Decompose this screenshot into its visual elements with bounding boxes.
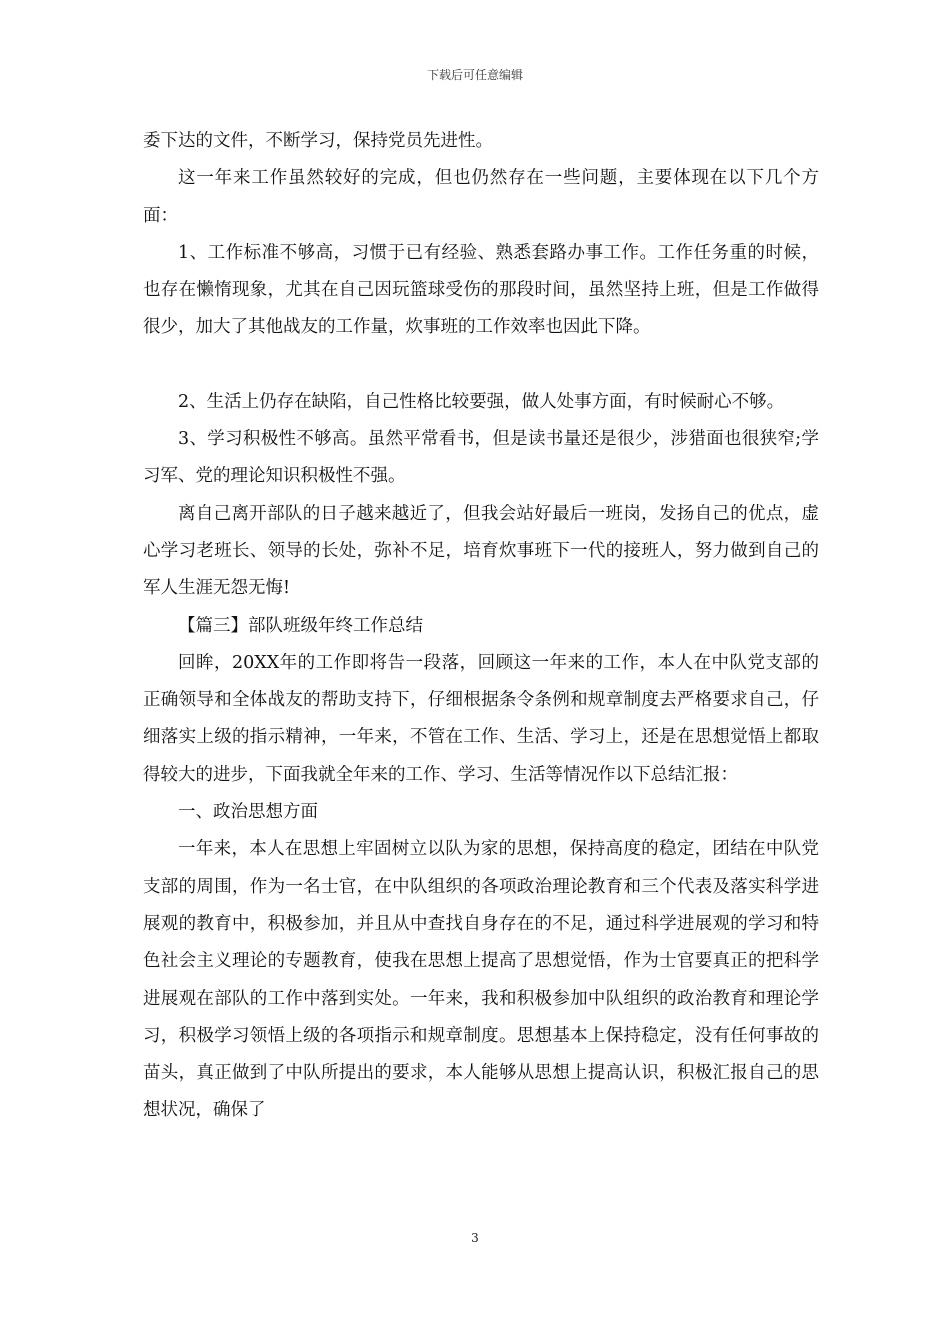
paragraph-politics: 一年来，本人在思想上牢固树立以队为家的思想，保持高度的稳定，团结在中队党支部的周围，作为一名士官，在中队组织的各项政治理论教育和三个代表及落实科学进展观的教育中，积极参加，并且从中查找自身存在的不足，通过科学进展观的学习和特色社会主义理论的专题教育，使我在思想上提高了思想觉悟，作为士官要真正的把科学进展观在部队的工作中落到实处。一年来，我和积极参加中队组织的政治教育和理论学习，积极学习领悟上级的各项指示和规章制度。思想基本上保持稳定，没有任何事故的苗头，真正做到了中队所提出的要求，本人能够从思想上提高认识，积极汇报自己的思想状况，确保了	[143, 839, 819, 1121]
page-number: 3	[471, 1231, 479, 1245]
paragraph-review-intro: 回眸，20XX年的工作即将告一段落，回顾这一年来的工作，本人在中队党支部的正确领导和全体战友的帮助支持下，仔细根据条令条例和规章制度去严格要求自己，仔细落实上级的指示精神，一年来，不管在工作、生活、学习上，还是在思想觉悟上都取得较大的进步，下面我就全年来的工作、学习、生活等情况作以下总结汇报：	[143, 652, 819, 785]
paragraph-intro-problems: 这一年来工作虽然较好的完成，但也仍然存在一些问题，主要体现在以下几个方面：	[143, 168, 819, 226]
paragraph-conclusion: 离自己离开部队的日子越来越近了，但我会站好最后一班岗，发扬自己的优点，虚心学习老班长、领导的长处，弥补不足，培育炊事班下一代的接班人，努力做到自己的军人生涯无怨无悔!	[143, 503, 819, 599]
paragraph-problem-3: 3、学习积极性不够高。虽然平常看书，但是读书量还是很少，涉猎面也很狭窄;学习军、党的理论知识积极性不强。	[143, 429, 819, 487]
paragraph-problem-2: 2、生活上仍存在缺陷，自己性格比较要强，做人处事方面，有时候耐心不够。	[178, 391, 785, 412]
paragraph-continuation: 委下达的文件，不断学习，保持党员先进性。	[143, 131, 493, 151]
paragraph-problem-1: 1、工作标准不够高，习惯于已有经验、熟悉套路办事工作。工作任务重的时候，也存在懒惰现象，尤其在自己因玩篮球受伤的那段时间，虽然坚持上班，但是工作做得很少，加大了其他战友的工作量，炊事班的工作效率也因此下降。	[143, 242, 819, 338]
paragraph-gap	[143, 347, 819, 384]
subsection-heading-politics: 一、政治思想方面	[178, 802, 318, 823]
page-header: 下载后可任意编辑	[426, 68, 523, 82]
section-heading-part3: 【篇三】部队班级年终工作总结	[178, 615, 423, 636]
document-body	[143, 123, 819, 1130]
